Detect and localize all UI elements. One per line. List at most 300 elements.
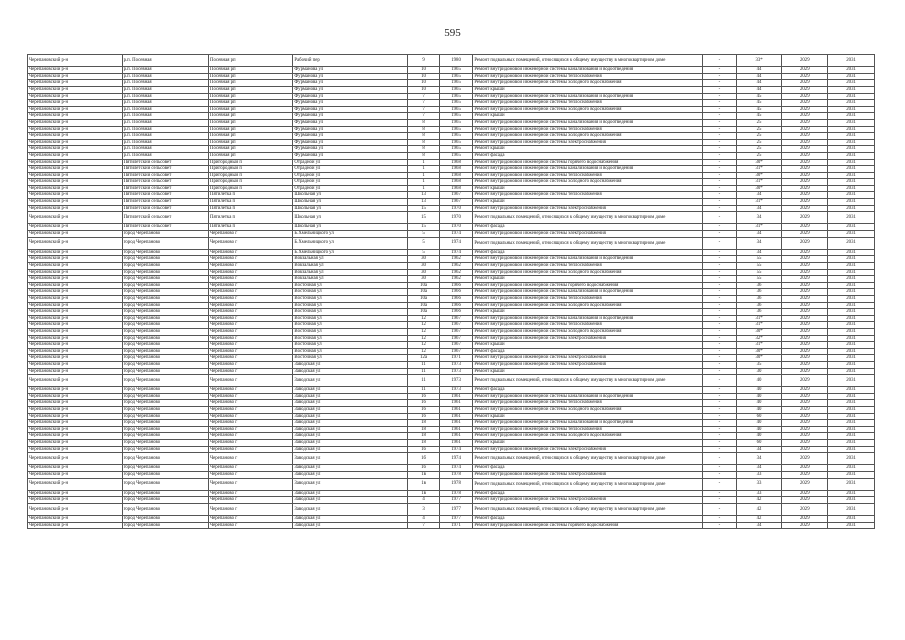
house-cell: 10 <box>408 73 440 80</box>
street-cell: Восточная ул <box>293 315 408 322</box>
district-cell: Черепановский р-н <box>28 86 123 93</box>
table-row <box>28 490 875 497</box>
work-type-cell: Ремонт внутридомовой инженерной системы теплоснабжения <box>473 73 703 80</box>
dash-cell: - <box>703 335 737 342</box>
table-row <box>28 342 875 349</box>
work-type-cell: Ремонт внутридомовой инженерной системы электроснабжения <box>473 355 703 362</box>
start-year-cell: 2029 <box>782 126 828 133</box>
settlement-cell: город Черепаново <box>122 328 208 335</box>
street-cell: Фурманова ул <box>293 146 408 153</box>
dash-cell: - <box>703 522 737 529</box>
settlement-cell: город Черепаново <box>122 426 208 433</box>
dash-cell: - <box>703 80 737 87</box>
house-cell: 13 <box>408 199 440 206</box>
street-cell: Школьная ул <box>293 212 408 224</box>
settlement-cell: город Черепаново <box>122 516 208 523</box>
year-cell: 1973 <box>439 375 473 387</box>
start-year-cell: 2029 <box>782 302 828 309</box>
dash-cell: - <box>703 295 737 302</box>
end-year-cell: 2031 <box>828 387 875 394</box>
house-cell: 1б <box>408 446 440 453</box>
district-cell: Черепановский р-н <box>28 302 123 309</box>
table-row <box>28 361 875 368</box>
locality-cell: Пригородный п <box>208 172 292 179</box>
street-cell: Фурманова ул <box>293 86 408 93</box>
district-cell: Черепановский р-н <box>28 516 123 523</box>
dash-cell: - <box>703 322 737 329</box>
locality-cell: Черепаново г <box>208 342 292 349</box>
year-cell: 1974 <box>439 465 473 472</box>
dash-cell: - <box>703 113 737 120</box>
end-year-cell: 2031 <box>828 199 875 206</box>
district-cell: Черепановский р-н <box>28 192 123 199</box>
house-cell: 10 <box>408 80 440 87</box>
end-year-cell: 2031 <box>828 152 875 159</box>
locality-cell: Посевная рп <box>208 80 292 87</box>
year-cell: 1965 <box>439 73 473 80</box>
locality-cell: Посевная рп <box>208 73 292 80</box>
street-cell: Рабочий пер <box>293 55 408 67</box>
settlement-cell: р.п. Посевная <box>122 146 208 153</box>
count-cell: 31* <box>736 179 782 186</box>
dash-cell: - <box>703 342 737 349</box>
table-row <box>28 413 875 420</box>
settlement-cell: город Черепаново <box>122 348 208 355</box>
district-cell: Черепановский р-н <box>28 146 123 153</box>
year-cell: 1971 <box>439 522 473 529</box>
count-cell: 40 <box>736 400 782 407</box>
table-row <box>28 348 875 355</box>
count-cell: 31* <box>736 342 782 349</box>
start-year-cell: 2029 <box>782 322 828 329</box>
settlement-cell: город Черепаново <box>122 375 208 387</box>
dash-cell: - <box>703 302 737 309</box>
street-cell: Фурманова ул <box>293 106 408 113</box>
settlement-cell: город Черепаново <box>122 497 208 504</box>
end-year-cell: 2031 <box>828 172 875 179</box>
street-cell: Школьная ул <box>293 224 408 231</box>
settlement-cell: р.п. Посевная <box>122 133 208 140</box>
year-cell: 1974 <box>439 453 473 465</box>
year-cell: 1965 <box>439 133 473 140</box>
locality-cell: Черепаново г <box>208 361 292 368</box>
count-cell: 42 <box>736 497 782 504</box>
work-type-cell: Ремонт крыши <box>473 342 703 349</box>
work-type-cell: Ремонт крыши <box>473 276 703 283</box>
settlement-cell: город Черепаново <box>122 433 208 440</box>
street-cell: Школьная ул <box>293 192 408 199</box>
district-cell: Черепановский р-н <box>28 80 123 87</box>
dash-cell: - <box>703 393 737 400</box>
work-type-cell: Ремонт подвальных помещений, относящихся к общему имуществу в многоквартирном доме <box>473 237 703 249</box>
year-cell: 1973 <box>439 361 473 368</box>
street-cell: Вокзальная ул <box>293 256 408 263</box>
settlement-cell: город Черепаново <box>122 393 208 400</box>
start-year-cell: 2029 <box>782 328 828 335</box>
settlement-cell: город Черепаново <box>122 472 208 479</box>
street-cell: Б.Хмельницкого ул <box>293 231 408 238</box>
year-cell: 1965 <box>439 80 473 87</box>
work-type-cell: Ремонт фасада <box>473 249 703 256</box>
dash-cell: - <box>703 119 737 126</box>
count-cell: 25 <box>736 152 782 159</box>
table-row <box>28 407 875 414</box>
table-row <box>28 249 875 256</box>
street-cell: Восточная ул <box>293 328 408 335</box>
district-cell: Черепановский р-н <box>28 446 123 453</box>
table-row <box>28 446 875 453</box>
table-row <box>28 289 875 296</box>
start-year-cell: 2029 <box>782 119 828 126</box>
start-year-cell: 2029 <box>782 420 828 427</box>
district-cell: Черепановский р-н <box>28 67 123 74</box>
district-cell: Черепановский р-н <box>28 133 123 140</box>
count-cell: 55 <box>736 256 782 263</box>
work-type-cell: Ремонт внутридомовой инженерной системы теплоснабжения <box>473 126 703 133</box>
settlement-cell: город Черепаново <box>122 446 208 453</box>
start-year-cell: 2029 <box>782 192 828 199</box>
year-cell: 1961 <box>439 440 473 447</box>
start-year-cell: 2029 <box>782 152 828 159</box>
start-year-cell: 2029 <box>782 361 828 368</box>
count-cell: 25 <box>736 133 782 140</box>
work-type-cell: Ремонт внутридомовой инженерной системы холодного водоснабжения <box>473 269 703 276</box>
start-year-cell: 2029 <box>782 355 828 362</box>
dash-cell: - <box>703 237 737 249</box>
house-cell: 18 <box>408 420 440 427</box>
table-row <box>28 400 875 407</box>
district-cell: Черепановский р-н <box>28 472 123 479</box>
year-cell: 1961 <box>439 426 473 433</box>
count-cell: 31* <box>736 315 782 322</box>
work-type-cell: Ремонт крыши <box>473 185 703 192</box>
table-row <box>28 55 875 67</box>
work-type-cell: Ремонт крыши <box>473 113 703 120</box>
table-row <box>28 185 875 192</box>
count-cell: 30* <box>736 355 782 362</box>
end-year-cell: 2031 <box>828 472 875 479</box>
end-year-cell: 2031 <box>828 295 875 302</box>
end-year-cell: 2031 <box>828 348 875 355</box>
street-cell: Фурманова ул <box>293 100 408 107</box>
dash-cell: - <box>703 355 737 362</box>
start-year-cell: 2029 <box>782 80 828 87</box>
end-year-cell: 2031 <box>828 67 875 74</box>
settlement-cell: город Черепаново <box>122 315 208 322</box>
settlement-cell: р.п. Посевная <box>122 100 208 107</box>
start-year-cell: 2029 <box>782 276 828 283</box>
count-cell: 32* <box>736 335 782 342</box>
end-year-cell: 2031 <box>828 119 875 126</box>
locality-cell: Посевная рп <box>208 93 292 100</box>
locality-cell: Черепаново г <box>208 440 292 447</box>
work-type-cell: Ремонт фасада <box>473 152 703 159</box>
street-cell: Заводская ул <box>293 387 408 394</box>
dash-cell: - <box>703 106 737 113</box>
locality-cell: Черепаново г <box>208 497 292 504</box>
count-cell: 25 <box>736 126 782 133</box>
street-cell: Заводская ул <box>293 393 408 400</box>
end-year-cell: 2031 <box>828 100 875 107</box>
house-cell: 8 <box>408 152 440 159</box>
page-number: 595 <box>444 27 461 39</box>
dash-cell: - <box>703 497 737 504</box>
settlement-cell: город Черепаново <box>122 249 208 256</box>
year-cell: 1973 <box>439 368 473 375</box>
table-row <box>28 322 875 329</box>
house-cell: 30 <box>408 269 440 276</box>
settlement-cell: Пятилетский сельсовет <box>122 185 208 192</box>
street-cell: Заводская ул <box>293 375 408 387</box>
locality-cell: Черепаново г <box>208 237 292 249</box>
street-cell: Фурманова ул <box>293 126 408 133</box>
locality-cell: Пригородный п <box>208 185 292 192</box>
table-row <box>28 328 875 335</box>
house-cell: 10 <box>408 67 440 74</box>
district-cell: Черепановский р-н <box>28 224 123 231</box>
locality-cell: Посевная рп <box>208 146 292 153</box>
count-cell: 40 <box>736 426 782 433</box>
start-year-cell: 2029 <box>782 73 828 80</box>
year-cell: 1967 <box>439 322 473 329</box>
street-cell: Фурманова ул <box>293 139 408 146</box>
locality-cell: Черепаново г <box>208 335 292 342</box>
settlement-cell: город Черепаново <box>122 355 208 362</box>
street-cell: Заводская ул <box>293 440 408 447</box>
start-year-cell: 2029 <box>782 472 828 479</box>
dash-cell: - <box>703 282 737 289</box>
settlement-cell: р.п. Посевная <box>122 80 208 87</box>
start-year-cell: 2029 <box>782 309 828 316</box>
settlement-cell: город Черепаново <box>122 361 208 368</box>
locality-cell: Черепаново г <box>208 465 292 472</box>
start-year-cell: 2029 <box>782 212 828 224</box>
start-year-cell: 2029 <box>782 55 828 67</box>
settlement-cell: Пятилетский сельсовет <box>122 172 208 179</box>
district-cell: Черепановский р-н <box>28 453 123 465</box>
work-type-cell: Ремонт внутридомовой инженерной системы канализования и водоотведения <box>473 289 703 296</box>
work-type-cell: Ремонт крыши <box>473 146 703 153</box>
start-year-cell: 2029 <box>782 93 828 100</box>
house-cell: 7 <box>408 106 440 113</box>
district-cell: Черепановский р-н <box>28 282 123 289</box>
work-type-cell: Ремонт внутридомовой инженерной системы холодного водоснабжения <box>473 433 703 440</box>
table-row <box>28 516 875 523</box>
end-year-cell: 2031 <box>828 503 875 515</box>
work-type-cell: Ремонт подвальных помещений, относящихся к общему имуществу в многоквартирном доме <box>473 453 703 465</box>
table-row <box>28 93 875 100</box>
district-cell: Черепановский р-н <box>28 465 123 472</box>
end-year-cell: 2031 <box>828 426 875 433</box>
end-year-cell: 2031 <box>828 420 875 427</box>
street-cell: Фурманова ул <box>293 113 408 120</box>
year-cell: 1965 <box>439 146 473 153</box>
start-year-cell: 2029 <box>782 231 828 238</box>
end-year-cell: 2031 <box>828 516 875 523</box>
work-type-cell: Ремонт внутридомовой инженерной системы канализования и водоотведения <box>473 166 703 173</box>
table-row <box>28 335 875 342</box>
end-year-cell: 2031 <box>828 289 875 296</box>
district-cell: Черепановский р-н <box>28 420 123 427</box>
street-cell: Заводская ул <box>293 478 408 490</box>
street-cell: Б.Хмельницкого ул <box>293 249 408 256</box>
street-cell: Заводская ул <box>293 400 408 407</box>
dash-cell: - <box>703 93 737 100</box>
year-cell: 1967 <box>439 328 473 335</box>
start-year-cell: 2029 <box>782 393 828 400</box>
count-cell: 35 <box>736 361 782 368</box>
dash-cell: - <box>703 315 737 322</box>
house-cell: 10а <box>408 289 440 296</box>
street-cell: Отрадной ул <box>293 172 408 179</box>
district-cell: Черепановский р-н <box>28 433 123 440</box>
table-row <box>28 465 875 472</box>
table-row <box>28 478 875 490</box>
count-cell: 40 <box>736 407 782 414</box>
work-type-cell: Ремонт фасада <box>473 224 703 231</box>
settlement-cell: город Черепаново <box>122 413 208 420</box>
work-type-cell: Ремонт внутридомовой инженерной системы теплоснабжения <box>473 400 703 407</box>
table-row <box>28 166 875 173</box>
work-type-cell: Ремонт внутридомовой инженерной системы электроснабжения <box>473 361 703 368</box>
dash-cell: - <box>703 192 737 199</box>
work-type-cell: Ремонт внутридомовой инженерной системы электроснабжения <box>473 446 703 453</box>
start-year-cell: 2029 <box>782 446 828 453</box>
dash-cell: - <box>703 472 737 479</box>
start-year-cell: 2029 <box>782 146 828 153</box>
end-year-cell: 2031 <box>828 407 875 414</box>
district-cell: Черепановский р-н <box>28 269 123 276</box>
work-type-cell: Ремонт подвальных помещений, относящихся к общему имуществу в многоквартирном доме <box>473 55 703 67</box>
end-year-cell: 2031 <box>828 179 875 186</box>
year-cell: 1965 <box>439 126 473 133</box>
district-cell: Черепановский р-н <box>28 185 123 192</box>
settlement-cell: Пятилетский сельсовет <box>122 199 208 206</box>
dash-cell: - <box>703 375 737 387</box>
count-cell: 42 <box>736 516 782 523</box>
settlement-cell: город Черепаново <box>122 465 208 472</box>
dash-cell: - <box>703 231 737 238</box>
dash-cell: - <box>703 426 737 433</box>
locality-cell: Черепаново г <box>208 490 292 497</box>
start-year-cell: 2029 <box>782 490 828 497</box>
work-type-cell: Ремонт внутридомовой инженерной системы холодного водоснабжения <box>473 179 703 186</box>
table-row <box>28 497 875 504</box>
count-cell: 34 <box>736 237 782 249</box>
year-cell: 1962 <box>439 256 473 263</box>
end-year-cell: 2031 <box>828 440 875 447</box>
house-cell: 1 <box>408 159 440 166</box>
street-cell: Восточная ул <box>293 309 408 316</box>
district-cell: Черепановский р-н <box>28 263 123 270</box>
count-cell: 40 <box>736 420 782 427</box>
end-year-cell: 2031 <box>828 93 875 100</box>
table-row <box>28 86 875 93</box>
start-year-cell: 2029 <box>782 413 828 420</box>
start-year-cell: 2029 <box>782 407 828 414</box>
locality-cell: Черепаново г <box>208 322 292 329</box>
house-cell: 4 <box>408 516 440 523</box>
count-cell: 40 <box>736 433 782 440</box>
dash-cell: - <box>703 440 737 447</box>
year-cell: 1965 <box>439 119 473 126</box>
year-cell: 1965 <box>439 86 473 93</box>
start-year-cell: 2029 <box>782 139 828 146</box>
house-cell: 18 <box>408 440 440 447</box>
district-cell: Черепановский р-н <box>28 355 123 362</box>
count-cell: 34 <box>736 465 782 472</box>
start-year-cell: 2029 <box>782 113 828 120</box>
house-cell: 5 <box>408 231 440 238</box>
locality-cell: Черепаново г <box>208 426 292 433</box>
street-cell: Заводская ул <box>293 497 408 504</box>
table-row <box>28 67 875 74</box>
table-row <box>28 159 875 166</box>
settlement-cell: город Черепаново <box>122 256 208 263</box>
street-cell: Восточная ул <box>293 355 408 362</box>
district-cell: Черепановский р-н <box>28 73 123 80</box>
table-row <box>28 119 875 126</box>
dash-cell: - <box>703 503 737 515</box>
street-cell: Восточная ул <box>293 289 408 296</box>
locality-cell: Черепаново г <box>208 433 292 440</box>
year-cell: 1965 <box>439 93 473 100</box>
count-cell: 55 <box>736 276 782 283</box>
settlement-cell: город Черепаново <box>122 231 208 238</box>
dash-cell: - <box>703 433 737 440</box>
end-year-cell: 2031 <box>828 342 875 349</box>
work-type-cell: Ремонт подвальных помещений, относящихся к общему имуществу в многоквартирном доме <box>473 375 703 387</box>
count-cell: 60 <box>736 440 782 447</box>
district-cell: Черепановский р-н <box>28 309 123 316</box>
table-row <box>28 368 875 375</box>
work-type-cell: Ремонт внутридомовой инженерной системы канализования и водоотведения <box>473 393 703 400</box>
count-cell: 31* <box>736 166 782 173</box>
dash-cell: - <box>703 269 737 276</box>
district-cell: Черепановский р-н <box>28 322 123 329</box>
year-cell: 1967 <box>439 348 473 355</box>
settlement-cell: Пятилетский сельсовет <box>122 179 208 186</box>
work-type-cell: Ремонт подвальных помещений, относящихся к общему имуществу в многоквартирном доме <box>473 478 703 490</box>
count-cell: 33* <box>736 55 782 67</box>
district-cell: Черепановский р-н <box>28 426 123 433</box>
work-type-cell: Ремонт подвальных помещений, относящихся к общему имуществу в многоквартирном доме <box>473 503 703 515</box>
count-cell: 44 <box>736 67 782 74</box>
end-year-cell: 2031 <box>828 478 875 490</box>
house-cell: 15 <box>408 212 440 224</box>
street-cell: Восточная ул <box>293 342 408 349</box>
start-year-cell: 2029 <box>782 433 828 440</box>
end-year-cell: 2031 <box>828 159 875 166</box>
table-row <box>28 100 875 107</box>
street-cell: Школьная ул <box>293 199 408 206</box>
settlement-cell: Пятилетский сельсовет <box>122 224 208 231</box>
district-cell: Черепановский р-н <box>28 328 123 335</box>
table-row <box>28 263 875 270</box>
locality-cell: Черепаново г <box>208 400 292 407</box>
work-type-cell: Ремонт внутридомовой инженерной системы холодного водоснабжения <box>473 106 703 113</box>
work-type-cell: Ремонт внутридомовой инженерной системы канализования и водоотведения <box>473 315 703 322</box>
locality-cell: Посевная рп <box>208 55 292 67</box>
locality-cell: Черепаново г <box>208 263 292 270</box>
start-year-cell: 2029 <box>782 86 828 93</box>
end-year-cell: 2031 <box>828 433 875 440</box>
count-cell: 25 <box>736 119 782 126</box>
settlement-cell: город Черепаново <box>122 322 208 329</box>
district-cell: Черепановский р-н <box>28 368 123 375</box>
dash-cell: - <box>703 179 737 186</box>
work-type-cell: Ремонт внутридомовой инженерной системы канализования и водоотведения <box>473 256 703 263</box>
